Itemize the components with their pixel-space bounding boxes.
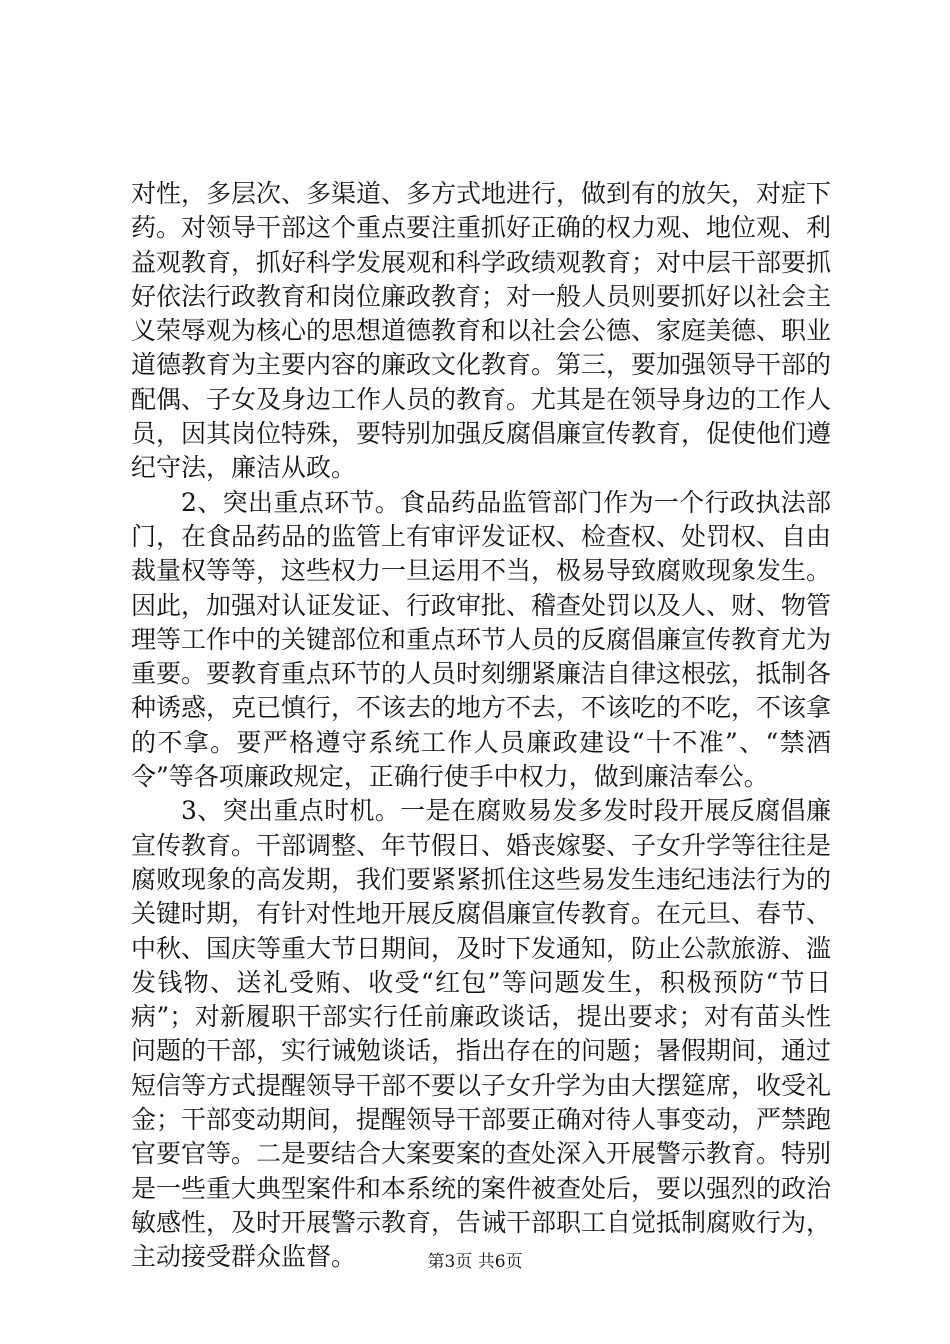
document-body [131,177,831,1275]
page-number-footer: 第3页 共6页 [427,1252,523,1272]
paragraph-key-links: 2、突出重点环节。食品药品监管部门作为一个行政执法部门，在食品药品的监管上有审评发证权、检查权、处罚权、自由裁量权等等，这些权力一旦运用不当，极易导致腐败现象发生。因此，加强对认证发证、行政审批、稽查处罚以及人、财、物管理等工作中的关键部位和重点环节人员的反腐倡廉宣传教育尤为重要。要教育重点环节的人员时刻绷紧廉洁自律这根弦，抵制各种诱惑，克已慎行，不该去的地方不去，不该吃的不吃，不该拿的不拿。要严格遵守系统工作人员廉政建设“十不准”、“禁酒令”等各项廉政规定，正确行使手中权力，做到廉洁奉公。 [131,487,832,792]
paragraph-key-timing: 3、突出重点时机。一是在腐败易发多发时段开展反腐倡廉宣传教育。干部调整、年节假日、婚丧嫁娶、子女升学等往往是腐败现象的高发期，我们要紧紧抓住这些易发生违纪违法行为的关键时期，有针对性地开展反腐倡廉宣传教育。在元旦、春节、中秋、国庆等重大节日期间，及时下发通知，防止公款旅游、滥发钱物、送礼受贿、收受“红包”等问题发生，积极预防“节日病”；对新履职干部实行任前廉政谈话，提出要求；对有苗头性问题的干部，实行诫勉谈话，指出存在的问题；暑假期间，通过短信等方式提醒领导干部不要以子女升学为由大摆筵席，收受礼金；干部变动期间，提醒领导干部要正确对待人事变动，严禁跑官要官等。二是要结合大案要案的查处深入开展警示教育。特别是一些重大典型案件和本系统的案件被查处后，要以强烈的政治敏感性，及时开展警示教育，告诫干部职工自觉抵制腐败行为，主动接受群众监督。 [131,796,832,1272]
paragraph-continuation: 对性，多层次、多渠道、多方式地进行，做到有的放矢，对症下药。对领导干部这个重点要注重抓好正确的权力观、地位观、利益观教育，抓好科学发展观和科学政绩观教育；对中层干部要抓好依法行政教育和岗位廉政教育；对一般人员则要抓好以社会主义荣辱观为核心的思想道德教育和以社会公德、家庭美德、职业道德教育为主要内容的廉政文化教育。第三，要加强领导干部的配偶、子女及身边工作人员的教育。尤其是在领导身边的工作人员，因其岗位特殊，要特别加强反腐倡廉宣传教育，促使他们遵纪守法，廉洁从政。 [131,179,832,483]
